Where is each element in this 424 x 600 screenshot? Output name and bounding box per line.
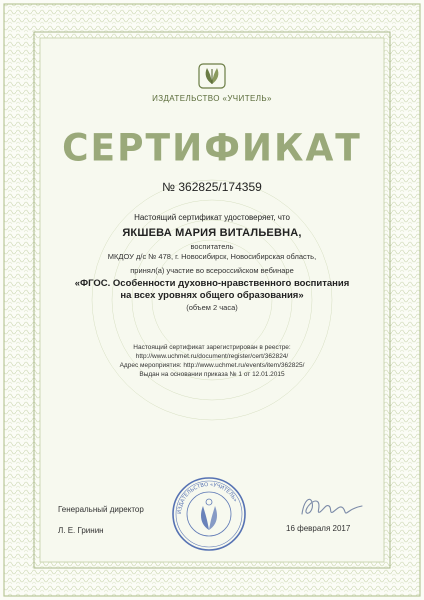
certificate-number: № 362825/174359 <box>162 180 262 194</box>
webinar-topic-line2: на всех уровнях общего образования» <box>120 290 304 301</box>
order-reference: Выдан на основании приказа № 1 от 12.01.2015 <box>139 371 285 378</box>
signer-title: Генеральный директор <box>58 505 144 514</box>
publisher-name: ИЗДАТЕЛЬСТВО «УЧИТЕЛЬ» <box>152 94 272 103</box>
participation-text: принял(а) участие во всероссийском вебинаре <box>130 266 294 275</box>
recipient-name: ЯКШЕВА МАРИЯ ВИТАЛЬЕВНА, <box>122 227 302 239</box>
official-stamp <box>171 476 247 552</box>
stamp-text: ИЗДАТЕЛЬСТВО «УЧИТЕЛЬ» <box>176 481 239 515</box>
webinar-topic-line1: «ФГОС. Особенности духовно-нравственного воспитания <box>74 278 350 289</box>
issue-date: 16 февраля 2017 <box>286 524 351 533</box>
publisher-logo-icon <box>198 63 226 89</box>
registry-statement: Настоящий сертификат зарегистрирован в реестре: <box>133 344 291 351</box>
intro-text: Настоящий сертификат удостоверяет, что <box>134 213 290 222</box>
registry-url: http://www.uchmet.ru/document/register/cert/362824/ <box>135 353 289 360</box>
event-url: Адрес мероприятия: http://www.uchmet.ru/events/item/362825/ <box>119 362 305 369</box>
webinar-volume: (объем 2 часа) <box>186 303 238 312</box>
signature-mark <box>296 490 366 524</box>
recipient-position: воспитатель <box>190 242 234 251</box>
signer-name: Л. Е. Гринин <box>58 526 104 535</box>
certificate-title: СЕРТИФИКАТ <box>62 126 362 171</box>
recipient-organization: МКДОУ д/с № 478, г. Новосибирск, Новосибирская область, <box>107 252 317 261</box>
